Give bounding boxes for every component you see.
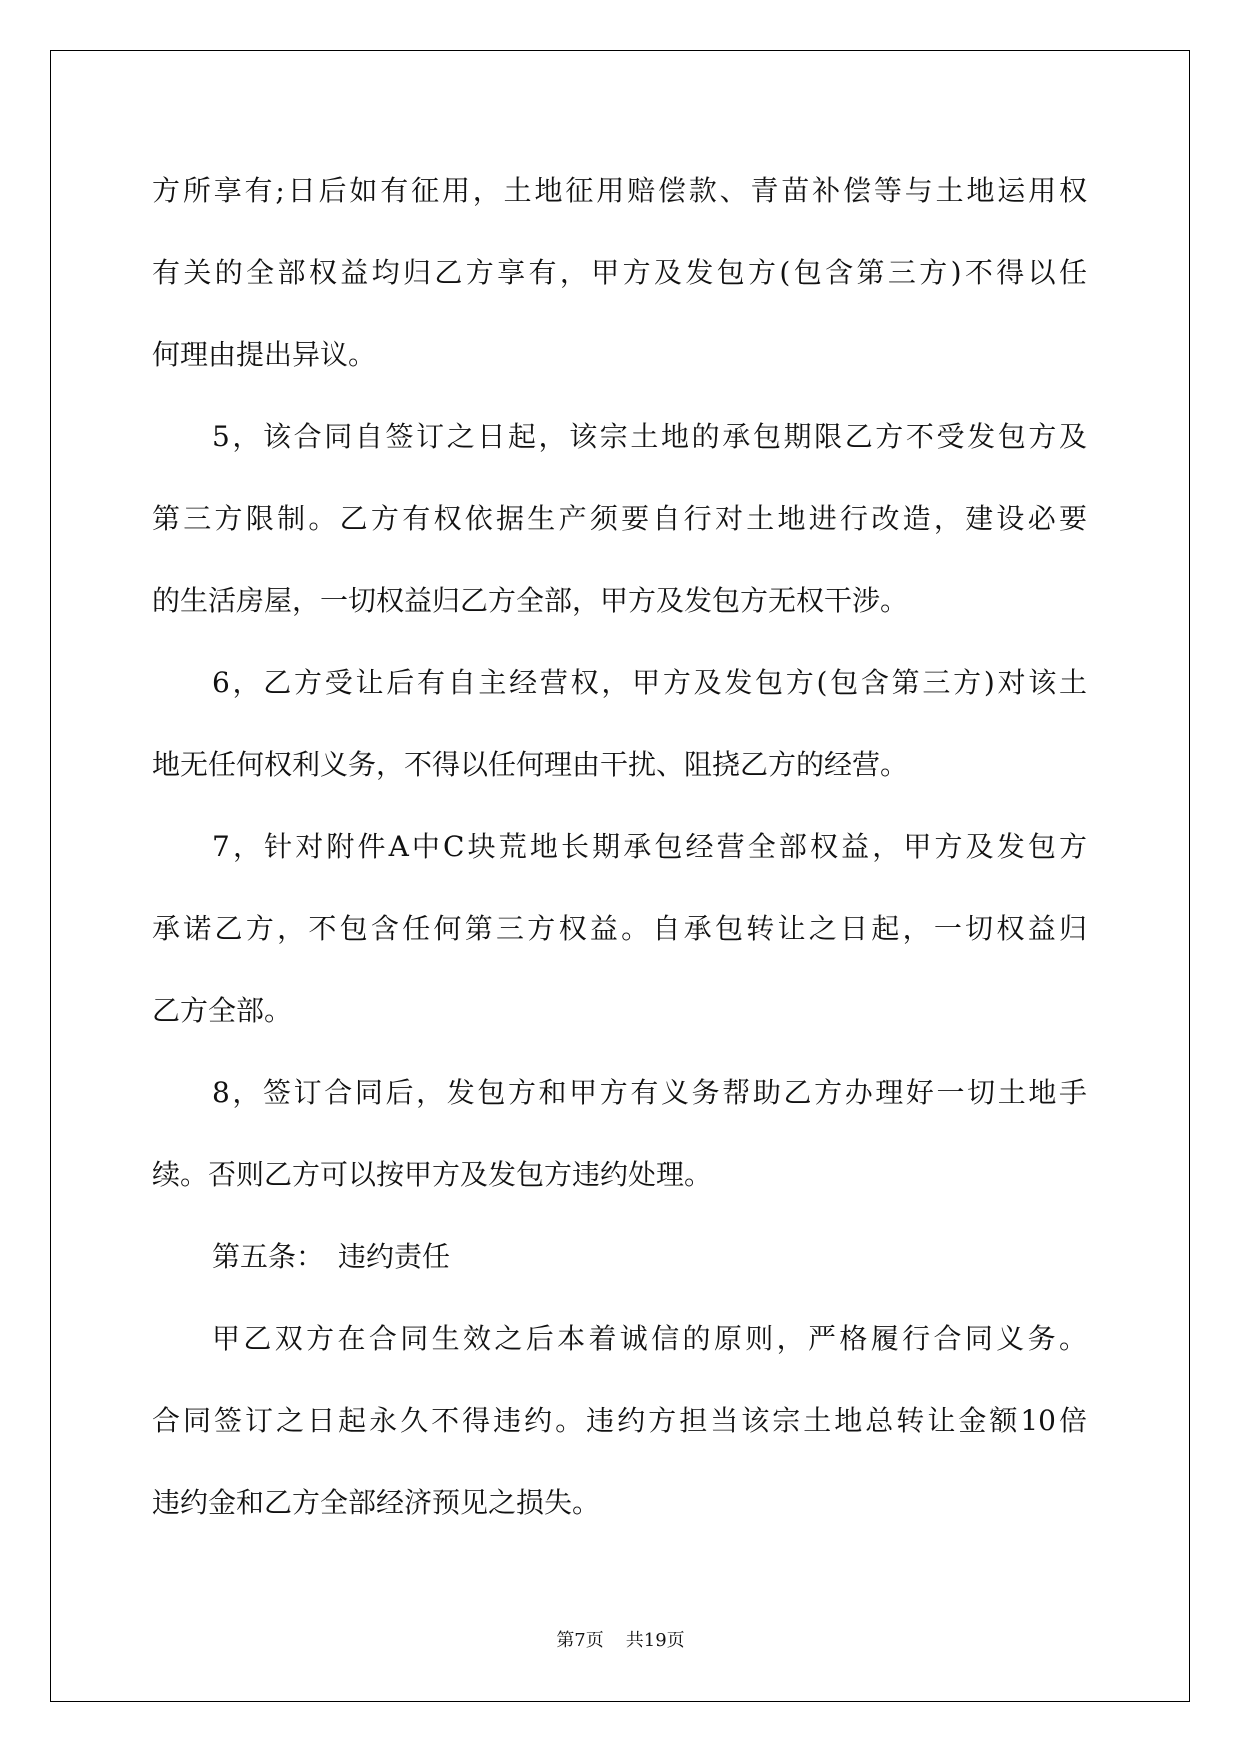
clause-5-line: 5，该合同自签订之日起，该宗土地的承包期限乙方不受发包方及 xyxy=(212,420,1087,453)
text-line: 何理由提出异议。 xyxy=(152,338,377,371)
page-total: 共19页 xyxy=(625,1630,685,1651)
text-line: 合同签订之日起永久不得违约。违约方担当该宗土地总转让金额10倍 xyxy=(152,1404,1087,1437)
text-line: 违约金和乙方全部经济预见之损失。 xyxy=(152,1486,601,1519)
clause-7-line: 7，针对附件A中C块荒地长期承包经营全部权益，甲方及发包方 xyxy=(212,830,1087,863)
text-line: 方所享有;日后如有征用，土地征用赔偿款、青苗补偿等与土地运用权 xyxy=(152,174,1087,207)
document-body xyxy=(152,150,1087,1544)
text-line: 承诺乙方，不包含任何第三方权益。自承包转让之日起，一切权益归 xyxy=(152,912,1087,945)
clause-8-line: 8，签订合同后，发包方和甲方有义务帮助乙方办理好一切土地手 xyxy=(212,1076,1087,1109)
text-line: 的生活房屋，一切权益归乙方全部，甲方及发包方无权干涉。 xyxy=(152,584,909,617)
text-line: 甲乙双方在合同生效之后本着诚信的原则，严格履行合同义务。 xyxy=(212,1322,1087,1355)
page-number: 第7页 xyxy=(556,1630,604,1651)
text-line: 续。否则乙方可以按甲方及发包方违约处理。 xyxy=(152,1158,713,1191)
clause-6-line: 6，乙方受让后有自主经营权，甲方及发包方(包含第三方)对该土 xyxy=(212,666,1087,699)
text-line: 地无任何权利义务，不得以任何理由干扰、阻挠乙方的经营。 xyxy=(152,748,909,781)
page-footer xyxy=(0,1626,1241,1652)
text-line: 有关的全部权益均归乙方享有，甲方及发包方(包含第三方)不得以任 xyxy=(152,256,1087,289)
section-heading: 第五条： 违约责任 xyxy=(212,1240,451,1273)
text-line: 第三方限制。乙方有权依据生产须要自行对土地进行改造，建设必要 xyxy=(152,502,1087,535)
text-line: 乙方全部。 xyxy=(152,994,293,1027)
